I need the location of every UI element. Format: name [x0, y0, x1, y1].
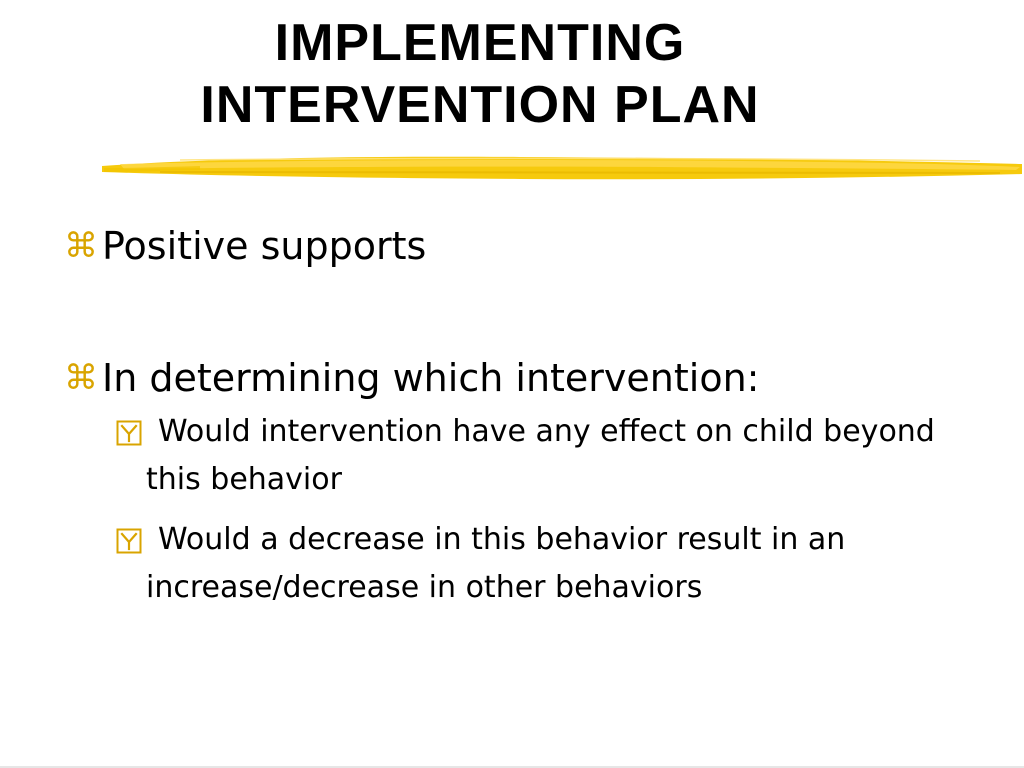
bullet-text: In determining which intervention:	[102, 356, 760, 400]
slide-title	[0, 12, 960, 136]
slide-content	[64, 222, 964, 624]
command-bullet-icon: ⌘	[64, 358, 98, 398]
title-brush-underline	[100, 148, 1024, 188]
sub-bullet-item	[116, 408, 964, 504]
title-line-1: IMPLEMENTING	[274, 14, 686, 72]
sub-bullet-list	[116, 408, 964, 612]
bullet-text: Positive supports	[102, 224, 427, 268]
command-bullet-icon: ⌘	[64, 226, 98, 266]
sub-bullet-item	[116, 516, 964, 612]
checkbox-y-bullet-icon	[116, 528, 142, 554]
bullet-item	[64, 354, 964, 402]
title-line-2: INTERVENTION PLAN	[200, 76, 760, 134]
sub-bullet-text: Would a decrease in this behavior result in an increase/decrease in other behaviors	[146, 522, 846, 605]
bullet-item	[64, 222, 964, 270]
sub-bullet-text: Would intervention have any effect on child beyond this behavior	[146, 414, 935, 497]
checkbox-y-bullet-icon	[116, 420, 142, 446]
